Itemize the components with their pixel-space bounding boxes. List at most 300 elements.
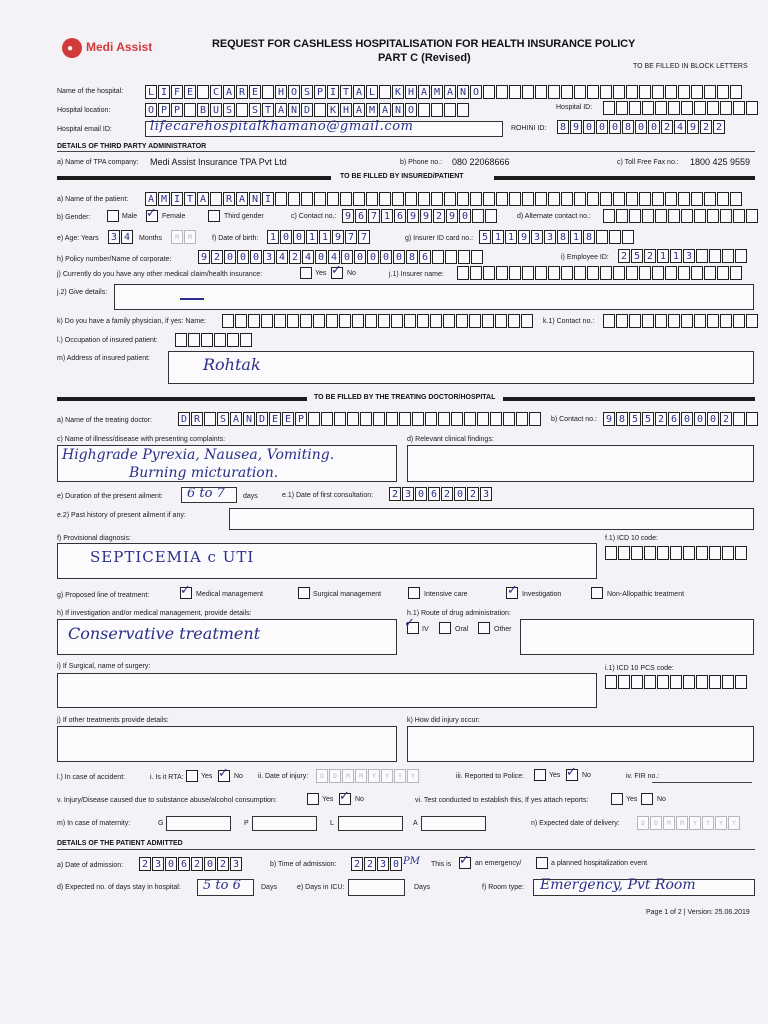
grid-cell[interactable] xyxy=(457,103,469,117)
maternity-p-field[interactable] xyxy=(252,816,317,831)
grid-cell[interactable]: 7 xyxy=(368,209,380,223)
icd10-field[interactable] xyxy=(605,546,748,560)
grid-cell[interactable] xyxy=(535,192,547,206)
grid-cell[interactable] xyxy=(522,192,534,206)
grid-cell[interactable] xyxy=(707,314,719,328)
grid-cell[interactable]: R xyxy=(191,412,203,426)
grid-cell[interactable] xyxy=(561,85,573,99)
grid-cell[interactable]: M xyxy=(158,192,170,206)
grid-cell[interactable] xyxy=(469,314,481,328)
grid-cell[interactable] xyxy=(652,266,664,280)
intensive-care-checkbox[interactable] xyxy=(408,587,420,599)
grid-cell[interactable] xyxy=(248,314,260,328)
grid-cell[interactable] xyxy=(709,675,721,689)
grid-cell[interactable] xyxy=(668,101,680,115)
grid-cell[interactable]: 9 xyxy=(603,412,615,426)
grid-cell[interactable] xyxy=(457,192,469,206)
grid-cell[interactable] xyxy=(360,412,372,426)
grid-cell[interactable] xyxy=(490,412,502,426)
grid-cell[interactable]: A xyxy=(379,103,391,117)
grid-cell[interactable]: Y xyxy=(728,816,740,830)
grid-cell[interactable] xyxy=(204,412,216,426)
grid-cell[interactable] xyxy=(522,266,534,280)
grid-cell[interactable]: 0 xyxy=(707,412,719,426)
rta-yes-checkbox[interactable] xyxy=(186,770,198,782)
grid-cell[interactable] xyxy=(438,412,450,426)
grid-cell[interactable] xyxy=(574,266,586,280)
grid-cell[interactable]: U xyxy=(210,103,222,117)
grid-cell[interactable] xyxy=(613,192,625,206)
grid-cell[interactable] xyxy=(352,314,364,328)
grid-cell[interactable]: 1 xyxy=(505,230,517,244)
grid-cell[interactable] xyxy=(227,333,239,347)
grid-cell[interactable] xyxy=(308,412,320,426)
grid-cell[interactable] xyxy=(704,85,716,99)
grid-cell[interactable] xyxy=(561,192,573,206)
grid-cell[interactable] xyxy=(694,314,706,328)
grid-cell[interactable] xyxy=(314,103,326,117)
grid-cell[interactable] xyxy=(605,675,617,689)
grid-cell[interactable]: 4 xyxy=(674,120,686,134)
grid-cell[interactable]: 0 xyxy=(694,412,706,426)
grid-cell[interactable]: 2 xyxy=(713,120,725,134)
grid-cell[interactable]: Y xyxy=(407,769,419,783)
grid-cell[interactable] xyxy=(652,85,664,99)
grid-cell[interactable]: 0 xyxy=(454,487,466,501)
grid-cell[interactable] xyxy=(184,103,196,117)
maternity-a-field[interactable] xyxy=(421,816,486,831)
grid-cell[interactable] xyxy=(444,103,456,117)
grid-cell[interactable] xyxy=(373,412,385,426)
grid-cell[interactable] xyxy=(735,249,747,263)
grid-cell[interactable] xyxy=(379,192,391,206)
k1-contact-field[interactable] xyxy=(603,314,759,328)
grid-cell[interactable] xyxy=(509,192,521,206)
grid-cell[interactable] xyxy=(642,101,654,115)
grid-cell[interactable]: 0 xyxy=(583,120,595,134)
grid-cell[interactable]: L xyxy=(145,85,157,99)
give-details-field[interactable] xyxy=(114,284,754,310)
grid-cell[interactable] xyxy=(516,412,528,426)
grid-cell[interactable] xyxy=(652,192,664,206)
grid-cell[interactable] xyxy=(691,266,703,280)
age-years-field[interactable] xyxy=(108,230,134,244)
grid-cell[interactable]: D xyxy=(316,769,328,783)
grid-cell[interactable] xyxy=(574,85,586,99)
grid-cell[interactable] xyxy=(655,314,667,328)
grid-cell[interactable]: M xyxy=(342,769,354,783)
grid-cell[interactable]: 0 xyxy=(293,230,305,244)
grid-cell[interactable]: 2 xyxy=(467,487,479,501)
grid-cell[interactable] xyxy=(483,85,495,99)
grid-cell[interactable] xyxy=(443,314,455,328)
grid-cell[interactable]: S xyxy=(223,103,235,117)
grid-cell[interactable]: M xyxy=(184,230,196,244)
grid-cell[interactable] xyxy=(365,314,377,328)
grid-cell[interactable]: R xyxy=(236,85,248,99)
grid-cell[interactable]: 0 xyxy=(204,857,216,871)
grid-cell[interactable]: A xyxy=(223,85,235,99)
grid-cell[interactable] xyxy=(509,85,521,99)
grid-cell[interactable] xyxy=(707,209,719,223)
grid-cell[interactable] xyxy=(458,250,470,264)
grid-cell[interactable] xyxy=(430,314,442,328)
grid-cell[interactable] xyxy=(644,675,656,689)
grid-cell[interactable] xyxy=(616,209,628,223)
icd10pcs-field[interactable] xyxy=(605,675,748,689)
grid-cell[interactable] xyxy=(261,314,273,328)
grid-cell[interactable] xyxy=(720,209,732,223)
grid-cell[interactable] xyxy=(665,192,677,206)
grid-cell[interactable]: 0 xyxy=(165,857,177,871)
grid-cell[interactable] xyxy=(574,192,586,206)
grid-cell[interactable]: Y xyxy=(702,816,714,830)
grid-cell[interactable]: 0 xyxy=(341,250,353,264)
grid-cell[interactable]: A xyxy=(444,85,456,99)
grid-cell[interactable]: D xyxy=(256,412,268,426)
grid-cell[interactable] xyxy=(483,192,495,206)
grid-cell[interactable] xyxy=(587,192,599,206)
grid-cell[interactable] xyxy=(197,85,209,99)
grid-cell[interactable]: 1 xyxy=(319,230,331,244)
grid-cell[interactable] xyxy=(477,412,489,426)
grid-cell[interactable]: E xyxy=(269,412,281,426)
grid-cell[interactable]: 8 xyxy=(406,250,418,264)
grid-cell[interactable] xyxy=(691,85,703,99)
non-allopathic-checkbox[interactable] xyxy=(591,587,603,599)
grid-cell[interactable] xyxy=(561,266,573,280)
grid-cell[interactable]: 3 xyxy=(263,250,275,264)
grid-cell[interactable]: 0 xyxy=(237,250,249,264)
grid-cell[interactable]: 2 xyxy=(191,857,203,871)
injury-date-field[interactable] xyxy=(316,769,420,783)
grid-cell[interactable]: Y xyxy=(715,816,727,830)
grid-cell[interactable] xyxy=(704,192,716,206)
grid-cell[interactable]: 2 xyxy=(139,857,151,871)
grid-cell[interactable]: O xyxy=(405,103,417,117)
grid-cell[interactable]: N xyxy=(392,103,404,117)
grid-cell[interactable]: 9 xyxy=(446,209,458,223)
grid-cell[interactable]: 2 xyxy=(661,120,673,134)
grid-cell[interactable]: 5 xyxy=(642,412,654,426)
grid-cell[interactable] xyxy=(603,209,615,223)
grid-cell[interactable] xyxy=(548,266,560,280)
grid-cell[interactable] xyxy=(405,192,417,206)
grid-cell[interactable]: T xyxy=(262,103,274,117)
grid-cell[interactable] xyxy=(548,85,560,99)
grid-cell[interactable]: 0 xyxy=(393,250,405,264)
grid-cell[interactable] xyxy=(425,412,437,426)
grid-cell[interactable]: 2 xyxy=(618,249,630,263)
grid-cell[interactable] xyxy=(694,209,706,223)
grid-cell[interactable] xyxy=(707,101,719,115)
grid-cell[interactable] xyxy=(642,209,654,223)
grid-cell[interactable] xyxy=(482,314,494,328)
grid-cell[interactable]: N xyxy=(249,192,261,206)
grid-cell[interactable]: 3 xyxy=(480,487,492,501)
grid-cell[interactable]: 5 xyxy=(629,412,641,426)
grid-cell[interactable]: I xyxy=(158,85,170,99)
grid-cell[interactable]: 1 xyxy=(306,230,318,244)
grid-cell[interactable] xyxy=(529,412,541,426)
grid-cell[interactable] xyxy=(386,412,398,426)
grid-cell[interactable] xyxy=(618,546,630,560)
grid-cell[interactable] xyxy=(655,101,667,115)
grid-cell[interactable]: 4 xyxy=(276,250,288,264)
grid-cell[interactable] xyxy=(313,314,325,328)
route-other-field[interactable] xyxy=(520,619,754,655)
grid-cell[interactable] xyxy=(631,675,643,689)
grid-cell[interactable] xyxy=(535,266,547,280)
grid-cell[interactable]: R xyxy=(223,192,235,206)
grid-cell[interactable]: P xyxy=(171,103,183,117)
grid-cell[interactable] xyxy=(629,209,641,223)
route-oral-checkbox[interactable] xyxy=(439,622,451,634)
grid-cell[interactable] xyxy=(275,192,287,206)
grid-cell[interactable] xyxy=(717,266,729,280)
grid-cell[interactable] xyxy=(535,85,547,99)
grid-cell[interactable] xyxy=(733,101,745,115)
grid-cell[interactable]: 1 xyxy=(570,230,582,244)
grid-cell[interactable] xyxy=(668,314,680,328)
grid-cell[interactable]: 0 xyxy=(380,250,392,264)
grid-cell[interactable]: 9 xyxy=(570,120,582,134)
grid-cell[interactable] xyxy=(339,314,351,328)
grid-cell[interactable] xyxy=(722,546,734,560)
grid-cell[interactable] xyxy=(670,675,682,689)
grid-cell[interactable]: F xyxy=(171,85,183,99)
grid-cell[interactable]: M xyxy=(366,103,378,117)
grid-cell[interactable] xyxy=(733,412,745,426)
injury-how-field[interactable] xyxy=(407,726,754,762)
grid-cell[interactable] xyxy=(644,546,656,560)
grid-cell[interactable]: 2 xyxy=(644,249,656,263)
grid-cell[interactable]: K xyxy=(392,85,404,99)
grid-cell[interactable] xyxy=(733,209,745,223)
grid-cell[interactable]: 0 xyxy=(681,412,693,426)
grid-cell[interactable] xyxy=(709,249,721,263)
grid-cell[interactable]: 8 xyxy=(622,120,634,134)
grid-cell[interactable]: 0 xyxy=(596,120,608,134)
grid-cell[interactable]: 2 xyxy=(211,250,223,264)
grid-cell[interactable] xyxy=(392,192,404,206)
grid-cell[interactable]: 0 xyxy=(280,230,292,244)
grid-cell[interactable] xyxy=(522,85,534,99)
grid-cell[interactable] xyxy=(681,314,693,328)
grid-cell[interactable] xyxy=(496,192,508,206)
hospital-location-field[interactable] xyxy=(145,103,470,117)
grid-cell[interactable] xyxy=(496,85,508,99)
grid-cell[interactable]: D xyxy=(178,412,190,426)
grid-cell[interactable] xyxy=(696,546,708,560)
grid-cell[interactable] xyxy=(657,675,669,689)
grid-cell[interactable]: 3 xyxy=(108,230,120,244)
grid-cell[interactable] xyxy=(609,230,621,244)
grid-cell[interactable]: 3 xyxy=(683,249,695,263)
grid-cell[interactable]: Y xyxy=(381,769,393,783)
grid-cell[interactable] xyxy=(605,546,617,560)
grid-cell[interactable] xyxy=(600,85,612,99)
grid-cell[interactable]: A xyxy=(353,103,365,117)
grid-cell[interactable] xyxy=(235,314,247,328)
doctor-contact-field[interactable] xyxy=(603,412,759,426)
grid-cell[interactable]: 5 xyxy=(479,230,491,244)
grid-cell[interactable]: 2 xyxy=(655,412,667,426)
grid-cell[interactable]: 0 xyxy=(635,120,647,134)
grid-cell[interactable]: 4 xyxy=(302,250,314,264)
grid-cell[interactable] xyxy=(418,192,430,206)
hospital-name-field[interactable] xyxy=(145,85,743,99)
grid-cell[interactable] xyxy=(735,675,747,689)
police-yes-checkbox[interactable] xyxy=(534,769,546,781)
grid-cell[interactable]: 8 xyxy=(557,230,569,244)
grid-cell[interactable] xyxy=(616,101,628,115)
grid-cell[interactable]: 2 xyxy=(217,857,229,871)
male-checkbox[interactable] xyxy=(107,210,119,222)
grid-cell[interactable]: 6 xyxy=(428,487,440,501)
delivery-date-field[interactable] xyxy=(637,816,741,830)
grid-cell[interactable] xyxy=(508,314,520,328)
grid-cell[interactable]: O xyxy=(470,85,482,99)
grid-cell[interactable] xyxy=(691,192,703,206)
contact-field[interactable] xyxy=(342,209,498,223)
grid-cell[interactable]: 8 xyxy=(557,120,569,134)
grid-cell[interactable] xyxy=(391,314,403,328)
route-other-checkbox[interactable] xyxy=(478,622,490,634)
grid-cell[interactable] xyxy=(596,230,608,244)
grid-cell[interactable] xyxy=(670,546,682,560)
grid-cell[interactable]: D xyxy=(637,816,649,830)
grid-cell[interactable] xyxy=(696,249,708,263)
grid-cell[interactable] xyxy=(288,192,300,206)
grid-cell[interactable] xyxy=(600,266,612,280)
grid-cell[interactable]: 8 xyxy=(583,230,595,244)
grid-cell[interactable]: 2 xyxy=(720,412,732,426)
grid-cell[interactable]: 5 xyxy=(631,249,643,263)
grid-cell[interactable]: 1 xyxy=(670,249,682,263)
grid-cell[interactable]: E xyxy=(282,412,294,426)
past-history-box[interactable] xyxy=(229,508,754,530)
grid-cell[interactable] xyxy=(746,209,758,223)
grid-cell[interactable] xyxy=(642,314,654,328)
insurer-name-field[interactable] xyxy=(457,266,743,280)
grid-cell[interactable] xyxy=(378,314,390,328)
grid-cell[interactable] xyxy=(665,85,677,99)
grid-cell[interactable]: P xyxy=(314,85,326,99)
grid-cell[interactable] xyxy=(431,192,443,206)
occupation-field[interactable] xyxy=(175,333,253,347)
grid-cell[interactable] xyxy=(464,412,476,426)
other-ins-yes-checkbox[interactable] xyxy=(300,267,312,279)
grid-cell[interactable]: 3 xyxy=(544,230,556,244)
grid-cell[interactable]: 9 xyxy=(198,250,210,264)
grid-cell[interactable] xyxy=(509,266,521,280)
grid-cell[interactable] xyxy=(214,333,226,347)
grid-cell[interactable]: P xyxy=(158,103,170,117)
admission-time-field[interactable] xyxy=(351,857,403,871)
grid-cell[interactable]: I xyxy=(262,192,274,206)
grid-cell[interactable] xyxy=(681,209,693,223)
grid-cell[interactable] xyxy=(451,412,463,426)
maternity-g-field[interactable] xyxy=(166,816,231,831)
patient-name-field[interactable] xyxy=(145,192,743,206)
policy-field[interactable] xyxy=(198,250,484,264)
grid-cell[interactable] xyxy=(432,250,444,264)
grid-cell[interactable] xyxy=(210,192,222,206)
grid-cell[interactable] xyxy=(444,192,456,206)
grid-cell[interactable] xyxy=(470,266,482,280)
grid-cell[interactable] xyxy=(236,103,248,117)
grid-cell[interactable]: 2 xyxy=(700,120,712,134)
grid-cell[interactable]: D xyxy=(301,103,313,117)
grid-cell[interactable] xyxy=(485,209,497,223)
grid-cell[interactable]: 9 xyxy=(518,230,530,244)
grid-cell[interactable]: 2 xyxy=(433,209,445,223)
grid-cell[interactable] xyxy=(678,192,690,206)
grid-cell[interactable]: S xyxy=(301,85,313,99)
grid-cell[interactable] xyxy=(665,266,677,280)
grid-cell[interactable]: 0 xyxy=(224,250,236,264)
grid-cell[interactable]: 9 xyxy=(332,230,344,244)
grid-cell[interactable]: B xyxy=(197,103,209,117)
grid-cell[interactable] xyxy=(496,266,508,280)
grid-cell[interactable]: 6 xyxy=(178,857,190,871)
grid-cell[interactable]: Y xyxy=(394,769,406,783)
surgery-name-field[interactable] xyxy=(57,673,597,708)
grid-cell[interactable] xyxy=(412,412,424,426)
grid-cell[interactable] xyxy=(717,192,729,206)
grid-cell[interactable]: 0 xyxy=(609,120,621,134)
grid-cell[interactable]: M xyxy=(431,85,443,99)
planned-checkbox[interactable] xyxy=(536,857,548,869)
grid-cell[interactable] xyxy=(746,412,758,426)
grid-cell[interactable] xyxy=(683,675,695,689)
clinical-findings-field[interactable] xyxy=(407,445,754,482)
grid-cell[interactable]: 1 xyxy=(267,230,279,244)
grid-cell[interactable] xyxy=(587,85,599,99)
grid-cell[interactable] xyxy=(456,314,468,328)
employee-id-field[interactable] xyxy=(618,249,748,263)
grid-cell[interactable]: 2 xyxy=(441,487,453,501)
grid-cell[interactable] xyxy=(678,266,690,280)
grid-cell[interactable] xyxy=(379,85,391,99)
grid-cell[interactable] xyxy=(730,85,742,99)
grid-cell[interactable] xyxy=(366,192,378,206)
grid-cell[interactable]: 6 xyxy=(668,412,680,426)
grid-cell[interactable]: O xyxy=(145,103,157,117)
grid-cell[interactable]: N xyxy=(457,85,469,99)
grid-cell[interactable]: 2 xyxy=(364,857,376,871)
grid-cell[interactable]: C xyxy=(210,85,222,99)
grid-cell[interactable] xyxy=(472,209,484,223)
grid-cell[interactable]: 3 xyxy=(377,857,389,871)
grid-cell[interactable]: 6 xyxy=(355,209,367,223)
grid-cell[interactable] xyxy=(694,101,706,115)
grid-cell[interactable]: S xyxy=(249,103,261,117)
grid-cell[interactable] xyxy=(613,85,625,99)
admission-date-field[interactable] xyxy=(139,857,243,871)
grid-cell[interactable]: 4 xyxy=(121,230,133,244)
grid-cell[interactable]: A xyxy=(418,85,430,99)
grid-cell[interactable] xyxy=(616,314,628,328)
grid-cell[interactable]: 3 xyxy=(531,230,543,244)
third-gender-checkbox[interactable] xyxy=(208,210,220,222)
grid-cell[interactable] xyxy=(709,546,721,560)
age-months-field[interactable] xyxy=(171,230,197,244)
grid-cell[interactable]: 1 xyxy=(492,230,504,244)
grid-cell[interactable] xyxy=(262,85,274,99)
grid-cell[interactable]: 8 xyxy=(616,412,628,426)
